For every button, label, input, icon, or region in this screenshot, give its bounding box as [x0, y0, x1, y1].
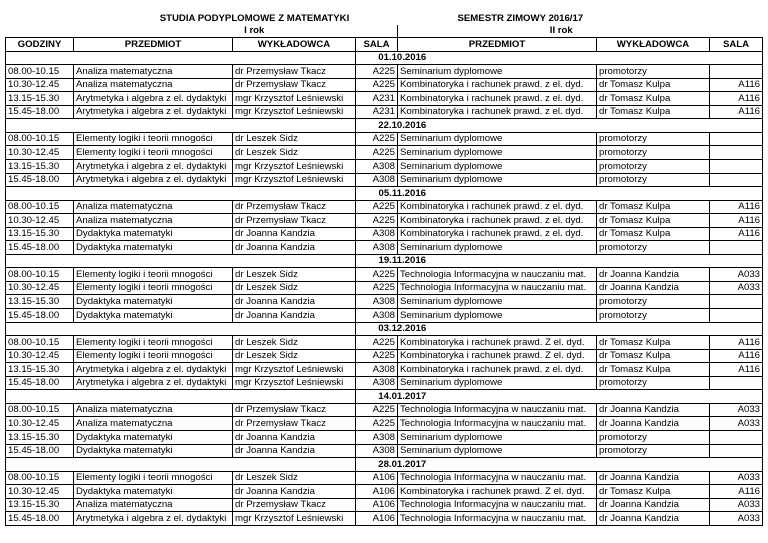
- block-date: 19.11.2016: [378, 255, 426, 267]
- schedule-table: [5, 12, 763, 526]
- lecturer-1-cell: dr Leszek Sidz: [233, 336, 356, 350]
- subject-1-cell: Dydaktyka matematyki: [74, 485, 233, 499]
- lecturer-1-cell: mgr Krzysztof Leśniewski: [233, 160, 356, 174]
- subject-2-cell: Kombinatoryka i rachunek prawd. z el. dyd.: [398, 78, 597, 92]
- table-row: [6, 281, 763, 295]
- room-2-cell: A033: [710, 471, 763, 485]
- table-row: [6, 92, 763, 106]
- room-2-cell: A033: [710, 268, 763, 282]
- subject-2-cell: Seminarium dyplomowe: [398, 160, 597, 174]
- room-1-cell: A225: [356, 281, 398, 295]
- time-cell: 13.15-15.30: [6, 295, 74, 309]
- title-left: STUDIA PODYPLOMOWE Z MATEMATYKI: [159, 12, 350, 24]
- time-cell: 13.15-15.30: [6, 363, 74, 377]
- time-cell: 10.30-12.45: [6, 281, 74, 295]
- subject-2-cell: Technologia Informacyjna w nauczaniu mat.: [398, 281, 597, 295]
- room-1-cell: A231: [356, 105, 398, 119]
- lecturer-2-cell: dr Tomasz Kulpa: [597, 200, 710, 214]
- lecturer-2-cell: dr Tomasz Kulpa: [597, 78, 710, 92]
- subject-2-cell: Seminarium dyplomowe: [398, 241, 597, 255]
- lecturer-1-cell: dr Leszek Sidz: [233, 146, 356, 160]
- header-row: [6, 38, 763, 52]
- subject-1-cell: Arytmetyka i algebra z el. dydaktyki: [74, 105, 233, 119]
- subject-2-cell: Kombinatoryka i rachunek prawd. z el. dyd.: [398, 105, 597, 119]
- subject-2-cell: Kombinatoryka i rachunek prawd. z el. dyd.: [398, 200, 597, 214]
- date-row: [6, 458, 763, 472]
- lecturer-2-cell: promotorzy: [597, 295, 710, 309]
- table-row: [6, 227, 763, 241]
- subject-2-cell: Seminarium dyplomowe: [398, 430, 597, 444]
- lecturer-1-cell: dr Przemysław Tkacz: [233, 78, 356, 92]
- block-date: 28.01.2017: [378, 458, 427, 470]
- room-1-cell: A308: [356, 430, 398, 444]
- lecturer-2-cell: dr Tomasz Kulpa: [597, 92, 710, 106]
- subject-1-cell: Elementy logiki i teorii mnogości: [74, 146, 233, 160]
- subject-1-cell: Analiza matematyczna: [74, 403, 233, 417]
- room-1-cell: A308: [356, 363, 398, 377]
- time-cell: 15.45-18.00: [6, 173, 74, 187]
- room-2-cell: A116: [710, 214, 763, 228]
- time-cell: 08.00-10.15: [6, 65, 74, 79]
- lecturer-1-cell: dr Przemysław Tkacz: [233, 214, 356, 228]
- lecturer-1-cell: mgr Krzysztof Leśniewski: [233, 173, 356, 187]
- lecturer-2-cell: dr Tomasz Kulpa: [597, 105, 710, 119]
- room-2-cell: A116: [710, 349, 763, 363]
- header-godziny: GODZINY: [6, 38, 74, 52]
- table-row: [6, 241, 763, 255]
- table-row: [6, 349, 763, 363]
- lecturer-2-cell: dr Tomasz Kulpa: [597, 363, 710, 377]
- lecturer-2-cell: promotorzy: [597, 444, 710, 458]
- subject-2-cell: Technologia Informacyjna w nauczaniu mat.: [398, 512, 597, 526]
- room-1-cell: A225: [356, 268, 398, 282]
- room-1-cell: A308: [356, 444, 398, 458]
- room-2-cell: [710, 295, 763, 309]
- room-2-cell: [710, 146, 763, 160]
- time-cell: 10.30-12.45: [6, 349, 74, 363]
- subject-1-cell: Elementy logiki i teorii mnogości: [74, 268, 233, 282]
- lecturer-2-cell: dr Joanna Kandzia: [597, 417, 710, 431]
- subject-2-cell: Kombinatoryka i rachunek prawd. z el. dyd.: [398, 363, 597, 377]
- lecturer-1-cell: dr Przemysław Tkacz: [233, 498, 356, 512]
- subject-1-cell: Arytmetyka i algebra z el. dydaktyki: [74, 160, 233, 174]
- subject-2-cell: Technologia Informacyjna w nauczaniu mat.: [398, 417, 597, 431]
- lecturer-2-cell: dr Tomasz Kulpa: [597, 485, 710, 499]
- table-row: [6, 268, 763, 282]
- subject-2-cell: Seminarium dyplomowe: [398, 309, 597, 323]
- block-date: 14.01.2017: [378, 390, 427, 402]
- table-row: [6, 295, 763, 309]
- lecturer-1-cell: dr Joanna Kandzia: [233, 309, 356, 323]
- subject-2-cell: Technologia Informacyjna w nauczaniu mat.: [398, 498, 597, 512]
- room-1-cell: A225: [356, 403, 398, 417]
- subject-2-cell: Technologia Informacyjna w nauczaniu mat.: [398, 403, 597, 417]
- table-row: [6, 132, 763, 146]
- subject-2-cell: Technologia Informacyjna w nauczaniu mat.: [398, 268, 597, 282]
- subject-1-cell: Arytmetyka i algebra z el. dydaktyki: [74, 92, 233, 106]
- room-1-cell: A106: [356, 498, 398, 512]
- subject-1-cell: Arytmetyka i algebra z el. dydaktyki: [74, 376, 233, 390]
- subject-2-cell: Seminarium dyplomowe: [398, 132, 597, 146]
- subject-1-cell: Elementy logiki i teorii mnogości: [74, 281, 233, 295]
- time-cell: 15.45-18.00: [6, 512, 74, 526]
- time-cell: 10.30-12.45: [6, 214, 74, 228]
- table-row: [6, 173, 763, 187]
- lecturer-2-cell: promotorzy: [597, 241, 710, 255]
- lecturer-1-cell: mgr Krzysztof Leśniewski: [233, 105, 356, 119]
- header-sala-2: SALA: [710, 38, 763, 52]
- room-2-cell: A033: [710, 498, 763, 512]
- header-sala-1: SALA: [356, 38, 398, 52]
- title-row: [6, 12, 763, 25]
- time-cell: 08.00-10.15: [6, 132, 74, 146]
- room-2-cell: A116: [710, 336, 763, 350]
- lecturer-2-cell: dr Tomasz Kulpa: [597, 349, 710, 363]
- room-2-cell: [710, 132, 763, 146]
- lecturer-1-cell: dr Leszek Sidz: [233, 281, 356, 295]
- room-1-cell: A308: [356, 227, 398, 241]
- year-row: [6, 25, 763, 38]
- room-2-cell: [710, 444, 763, 458]
- table-row: [6, 498, 763, 512]
- room-2-cell: A116: [710, 92, 763, 106]
- subject-1-cell: Analiza matematyczna: [74, 498, 233, 512]
- subject-1-cell: Analiza matematyczna: [74, 78, 233, 92]
- subject-2-cell: Seminarium dyplomowe: [398, 65, 597, 79]
- subject-2-cell: Technologia Informacyjna w nauczaniu mat.: [398, 471, 597, 485]
- subject-1-cell: Dydaktyka matematyki: [74, 430, 233, 444]
- header-przedmiot-1: PRZEDMIOT: [74, 38, 233, 52]
- room-1-cell: A308: [356, 160, 398, 174]
- room-1-cell: A225: [356, 417, 398, 431]
- lecturer-1-cell: dr Przemysław Tkacz: [233, 200, 356, 214]
- lecturer-1-cell: dr Przemysław Tkacz: [233, 65, 356, 79]
- subject-2-cell: Kombinatoryka i rachunek prawd. Z el. dyd.: [398, 336, 597, 350]
- room-1-cell: A106: [356, 485, 398, 499]
- table-row: [6, 309, 763, 323]
- room-2-cell: A033: [710, 417, 763, 431]
- lecturer-1-cell: dr Joanna Kandzia: [233, 430, 356, 444]
- subject-2-cell: Kombinatoryka i rachunek prawd. Z el. dyd.: [398, 349, 597, 363]
- subject-1-cell: Analiza matematyczna: [74, 417, 233, 431]
- block-date: 22.10.2016: [378, 119, 427, 131]
- lecturer-2-cell: promotorzy: [597, 309, 710, 323]
- subject-1-cell: Analiza matematyczna: [74, 200, 233, 214]
- lecturer-2-cell: promotorzy: [597, 376, 710, 390]
- room-2-cell: [710, 173, 763, 187]
- table-row: [6, 78, 763, 92]
- time-cell: 15.45-18.00: [6, 105, 74, 119]
- lecturer-2-cell: promotorzy: [597, 146, 710, 160]
- time-cell: 15.45-18.00: [6, 309, 74, 323]
- lecturer-1-cell: dr Leszek Sidz: [233, 471, 356, 485]
- year-left: I rok: [74, 25, 398, 38]
- lecturer-1-cell: mgr Krzysztof Leśniewski: [233, 92, 356, 106]
- lecturer-2-cell: dr Tomasz Kulpa: [597, 214, 710, 228]
- time-cell: 13.15-15.30: [6, 92, 74, 106]
- lecturer-2-cell: dr Joanna Kandzia: [597, 268, 710, 282]
- lecturer-1-cell: mgr Krzysztof Leśniewski: [233, 376, 356, 390]
- table-row: [6, 430, 763, 444]
- subject-2-cell: Kombinatoryka i rachunek prawd. z el. dyd.: [398, 214, 597, 228]
- time-cell: 10.30-12.45: [6, 146, 74, 160]
- subject-2-cell: Kombinatoryka i rachunek prawd. z el. dyd.: [398, 227, 597, 241]
- subject-2-cell: Seminarium dyplomowe: [398, 146, 597, 160]
- room-1-cell: A225: [356, 78, 398, 92]
- room-1-cell: A225: [356, 214, 398, 228]
- lecturer-2-cell: dr Joanna Kandzia: [597, 403, 710, 417]
- time-cell: 08.00-10.15: [6, 336, 74, 350]
- table-row: [6, 105, 763, 119]
- lecturer-1-cell: dr Przemysław Tkacz: [233, 403, 356, 417]
- title-right: SEMESTR ZIMOWY 2016/17: [457, 12, 584, 24]
- room-2-cell: A116: [710, 78, 763, 92]
- lecturer-1-cell: dr Joanna Kandzia: [233, 485, 356, 499]
- room-1-cell: A225: [356, 146, 398, 160]
- room-2-cell: [710, 430, 763, 444]
- lecturer-1-cell: dr Przemysław Tkacz: [233, 417, 356, 431]
- lecturer-1-cell: dr Leszek Sidz: [233, 132, 356, 146]
- subject-1-cell: Arytmetyka i algebra z el. dydaktyki: [74, 173, 233, 187]
- table-row: [6, 65, 763, 79]
- subject-1-cell: Dydaktyka matematyki: [74, 227, 233, 241]
- subject-2-cell: Kombinatoryka i rachunek prawd. Z el. dyd.: [398, 485, 597, 499]
- table-row: [6, 417, 763, 431]
- date-row: [6, 254, 763, 268]
- subject-1-cell: Dydaktyka matematyki: [74, 241, 233, 255]
- table-row: [6, 512, 763, 526]
- subject-1-cell: Analiza matematyczna: [74, 65, 233, 79]
- lecturer-2-cell: dr Joanna Kandzia: [597, 471, 710, 485]
- time-cell: 08.00-10.15: [6, 403, 74, 417]
- subject-2-cell: Seminarium dyplomowe: [398, 444, 597, 458]
- subject-1-cell: Arytmetyka i algebra z el. dydaktyki: [74, 512, 233, 526]
- lecturer-2-cell: promotorzy: [597, 132, 710, 146]
- header-przedmiot-2: PRZEDMIOT: [398, 38, 597, 52]
- table-row: [6, 444, 763, 458]
- room-2-cell: [710, 376, 763, 390]
- room-1-cell: A106: [356, 471, 398, 485]
- time-cell: 08.00-10.15: [6, 200, 74, 214]
- lecturer-2-cell: promotorzy: [597, 65, 710, 79]
- room-1-cell: A225: [356, 65, 398, 79]
- date-row: [6, 187, 763, 201]
- subject-1-cell: Elementy logiki i teorii mnogości: [74, 336, 233, 350]
- lecturer-1-cell: dr Joanna Kandzia: [233, 227, 356, 241]
- time-cell: 13.15-15.30: [6, 227, 74, 241]
- time-cell: 10.30-12.45: [6, 78, 74, 92]
- room-1-cell: A308: [356, 241, 398, 255]
- subject-1-cell: Dydaktyka matematyki: [74, 295, 233, 309]
- time-cell: 15.45-18.00: [6, 444, 74, 458]
- subject-1-cell: Analiza matematyczna: [74, 214, 233, 228]
- room-1-cell: A106: [356, 512, 398, 526]
- room-1-cell: A225: [356, 200, 398, 214]
- room-1-cell: A308: [356, 173, 398, 187]
- lecturer-2-cell: promotorzy: [597, 430, 710, 444]
- room-1-cell: A308: [356, 309, 398, 323]
- table-row: [6, 485, 763, 499]
- block-date: 01.10.2016: [378, 52, 427, 64]
- date-row: [6, 51, 763, 65]
- room-2-cell: A033: [710, 281, 763, 295]
- room-1-cell: A225: [356, 336, 398, 350]
- lecturer-2-cell: dr Tomasz Kulpa: [597, 227, 710, 241]
- room-1-cell: A225: [356, 349, 398, 363]
- table-row: [6, 146, 763, 160]
- time-cell: 10.30-12.45: [6, 417, 74, 431]
- lecturer-2-cell: promotorzy: [597, 173, 710, 187]
- room-2-cell: [710, 65, 763, 79]
- room-2-cell: [710, 241, 763, 255]
- room-2-cell: A116: [710, 200, 763, 214]
- block-date: 05.11.2016: [378, 187, 426, 199]
- subject-1-cell: Dydaktyka matematyki: [74, 444, 233, 458]
- subject-1-cell: Elementy logiki i teorii mnogości: [74, 132, 233, 146]
- schedule-sheet: [5, 12, 763, 526]
- lecturer-2-cell: dr Joanna Kandzia: [597, 498, 710, 512]
- room-2-cell: A116: [710, 105, 763, 119]
- table-row: [6, 376, 763, 390]
- lecturer-2-cell: dr Tomasz Kulpa: [597, 336, 710, 350]
- room-1-cell: A231: [356, 92, 398, 106]
- table-row: [6, 363, 763, 377]
- time-cell: 13.15-15.30: [6, 160, 74, 174]
- room-2-cell: A116: [710, 363, 763, 377]
- room-1-cell: A225: [356, 132, 398, 146]
- table-row: [6, 200, 763, 214]
- time-cell: 08.00-10.15: [6, 471, 74, 485]
- time-cell: 08.00-10.15: [6, 268, 74, 282]
- time-cell: 13.15-15.30: [6, 430, 74, 444]
- subject-1-cell: Dydaktyka matematyki: [74, 309, 233, 323]
- lecturer-1-cell: mgr Krzysztof Leśniewski: [233, 512, 356, 526]
- lecturer-2-cell: dr Joanna Kandzia: [597, 512, 710, 526]
- room-2-cell: A033: [710, 512, 763, 526]
- lecturer-1-cell: dr Joanna Kandzia: [233, 444, 356, 458]
- subject-2-cell: Kombinatoryka i rachunek prawd. z el. dyd.: [398, 92, 597, 106]
- time-cell: 10.30-12.45: [6, 485, 74, 499]
- table-row: [6, 214, 763, 228]
- lecturer-1-cell: dr Joanna Kandzia: [233, 295, 356, 309]
- date-row: [6, 119, 763, 133]
- lecturer-2-cell: dr Joanna Kandzia: [597, 281, 710, 295]
- room-2-cell: A116: [710, 227, 763, 241]
- table-row: [6, 336, 763, 350]
- table-row: [6, 471, 763, 485]
- room-2-cell: A116: [710, 485, 763, 499]
- subject-2-cell: Seminarium dyplomowe: [398, 173, 597, 187]
- subject-1-cell: Elementy logiki i teorii mnogości: [74, 471, 233, 485]
- lecturer-1-cell: mgr Krzysztof Leśniewski: [233, 363, 356, 377]
- time-cell: 15.45-18.00: [6, 376, 74, 390]
- room-2-cell: [710, 309, 763, 323]
- room-1-cell: A308: [356, 376, 398, 390]
- table-row: [6, 160, 763, 174]
- date-row: [6, 322, 763, 336]
- subject-1-cell: Arytmetyka i algebra z el. dydaktyki: [74, 363, 233, 377]
- block-date: 03.12.2016: [378, 323, 427, 335]
- year-right: II rok: [398, 25, 763, 38]
- time-cell: 15.45-18.00: [6, 241, 74, 255]
- date-row: [6, 390, 763, 404]
- room-1-cell: A308: [356, 295, 398, 309]
- room-2-cell: [710, 160, 763, 174]
- subject-2-cell: Seminarium dyplomowe: [398, 295, 597, 309]
- lecturer-1-cell: dr Joanna Kandzia: [233, 241, 356, 255]
- time-cell: 13.15-15.30: [6, 498, 74, 512]
- lecturer-1-cell: dr Leszek Sidz: [233, 349, 356, 363]
- lecturer-2-cell: promotorzy: [597, 160, 710, 174]
- header-wykladowca-2: WYKŁADOWCA: [597, 38, 710, 52]
- subject-2-cell: Seminarium dyplomowe: [398, 376, 597, 390]
- lecturer-1-cell: dr Leszek Sidz: [233, 268, 356, 282]
- subject-1-cell: Elementy logiki i teorii mnogości: [74, 349, 233, 363]
- table-row: [6, 403, 763, 417]
- room-2-cell: A033: [710, 403, 763, 417]
- header-wykladowca-1: WYKŁADOWCA: [233, 38, 356, 52]
